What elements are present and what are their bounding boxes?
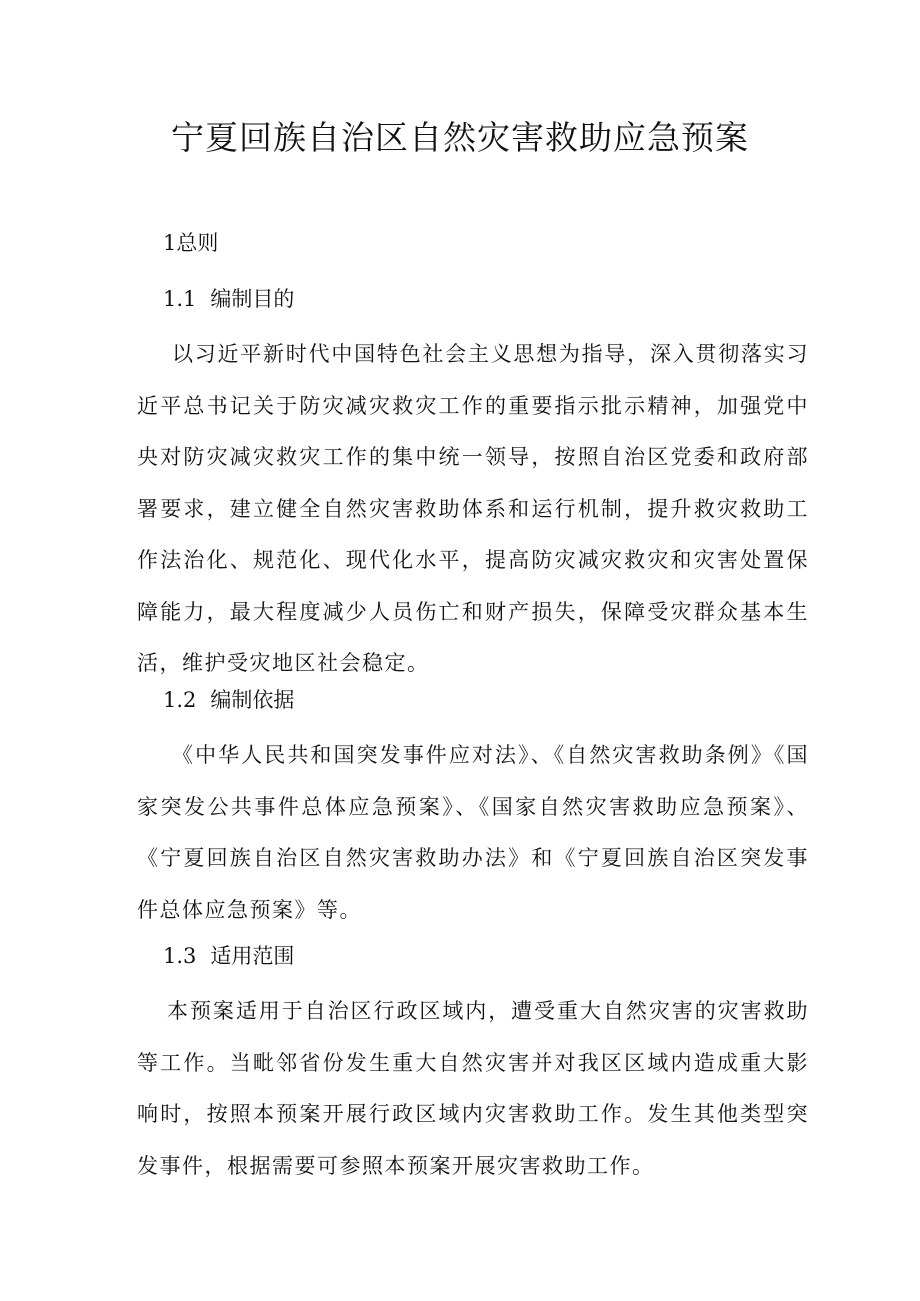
- section-1-1-number: 1.1: [163, 287, 197, 311]
- section-1-3-body: 本预案适用于自治区行政区域内，遭受重大自然灾害的灾害救助等工作。当毗邻省份发生重大自然灾害并对我区区域内造成重大影响时，按照本预案开展行政区域内灾害救助工作。发生其他类型突发事件，根据需要可参照本预案开展灾害救助工作。: [137, 999, 809, 1178]
- section-1-2-title: 编制依据: [210, 688, 295, 712]
- document-title: 宁夏回族自治区自然灾害救助应急预案: [171, 118, 749, 157]
- section-heading-general: [163, 227, 218, 259]
- section-general-title: 1总则: [163, 231, 219, 255]
- section-heading-1-3: [163, 940, 294, 972]
- section-1-3-title: 适用范围: [210, 944, 295, 968]
- section-heading-1-2: [163, 684, 294, 716]
- section-1-2-body: 《中华人民共和国突发事件应对法》、《自然灾害救助条例》《国家突发公共事件总体应急预案》、《国家自然灾害救助应急预案》、《宁夏回族自治区自然灾害救助办法》和《宁夏回族自治区突发事件总体应急预案》等。: [137, 743, 809, 922]
- section-1-2-number: 1.2: [163, 688, 197, 712]
- section-1-1-body: 以习近平新时代中国特色社会主义思想为指导，深入贯彻落实习近平总书记关于防灾减灾救灾工作的重要指示批示精神，加强党中央对防灾减灾救灾工作的集中统一领导，按照自治区党委和政府部署要求，建立健全自然灾害救助体系和运行机制，提升救灾救助工作法治化、规范化、现代化水平，提高防灾减灾救灾和灾害处置保障能力，最大程度减少人员伤亡和财产损失，保障受灾群众基本生活，维护受灾地区社会稳定。: [137, 342, 809, 675]
- section-heading-1-1: [163, 283, 294, 315]
- section-1-1-title: 编制目的: [210, 287, 295, 311]
- section-1-3-number: 1.3: [163, 944, 197, 968]
